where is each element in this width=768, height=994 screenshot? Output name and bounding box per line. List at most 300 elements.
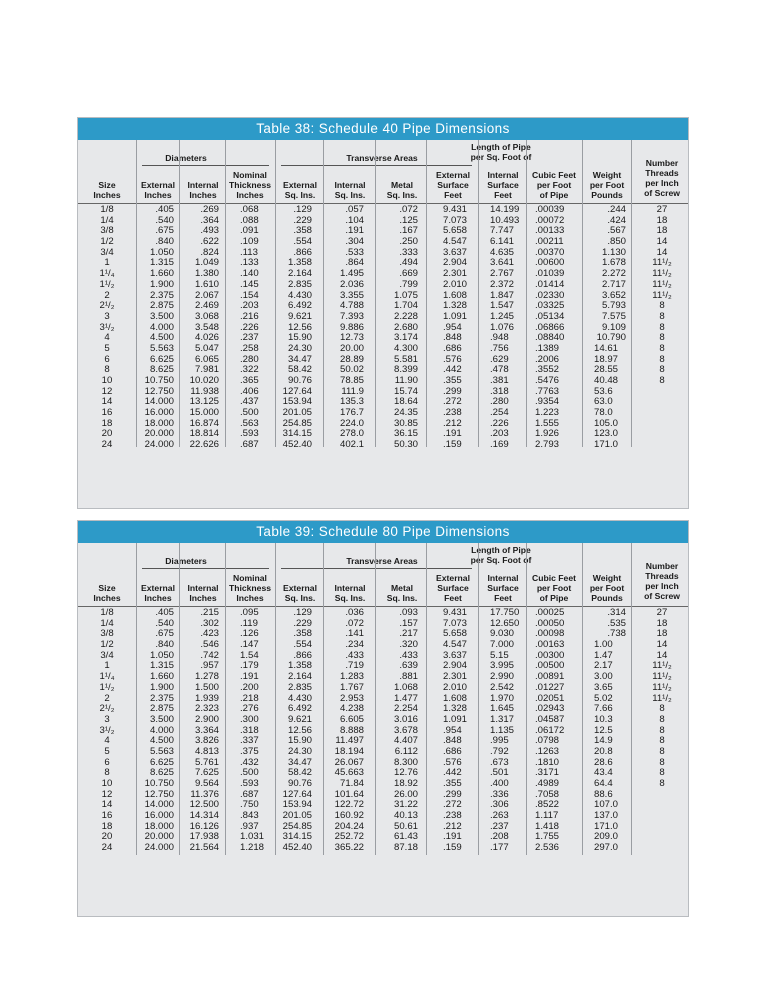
table-cell: 1.47 — [594, 649, 613, 661]
table-cell: .437 — [240, 396, 259, 408]
table-cell: 12 — [101, 385, 113, 397]
table-cell: 1.031 — [240, 831, 265, 843]
table-cell: 18.194 — [334, 745, 364, 757]
header-line: Internal — [187, 583, 219, 593]
table-cell: .159 — [443, 439, 462, 451]
header-line: Size — [98, 180, 116, 190]
table-cell: 1.328 — [443, 300, 468, 312]
table-cell: 15.90 — [287, 332, 312, 344]
table-cell: 2.272 — [601, 268, 626, 280]
table-cell: 18.814 — [189, 428, 219, 440]
table-cell: 9.621 — [287, 310, 312, 322]
table-cell: 5 — [104, 342, 110, 354]
table-cell: .036 — [345, 607, 364, 618]
header-line: Nominal — [233, 170, 267, 180]
table-cell: 3.641 — [490, 257, 515, 269]
table-cell: 1.218 — [240, 842, 265, 854]
table-header — [78, 140, 688, 203]
table-cell: 16 — [101, 407, 113, 419]
table-cell: 1¹/₂ — [99, 681, 115, 693]
table-cell — [594, 323, 618, 334]
table-cell: .237 — [240, 332, 259, 344]
table-cell: .299 — [443, 385, 462, 397]
table-cell: 14 — [101, 396, 113, 408]
table-cell: .191 — [345, 225, 364, 237]
table-cell: 18.92 — [393, 778, 418, 789]
header-line: External — [436, 170, 470, 180]
table-cell: 3.678 — [393, 724, 418, 736]
table-cell: 14 — [656, 246, 668, 258]
header-line: per Foot — [536, 180, 572, 190]
table-cell: 2.793 — [535, 439, 560, 451]
table-cell: 402.1 — [339, 439, 364, 451]
table-cell: 2.990 — [490, 671, 515, 683]
table-cell: 2.469 — [194, 300, 219, 312]
header-group-rule — [142, 165, 269, 166]
table-cell: 135.3 — [339, 396, 364, 408]
header-external — [141, 583, 175, 603]
table-cell: 1.704 — [393, 300, 418, 312]
table-cell: .687 — [240, 788, 259, 800]
table-cell: 1¹/₂ — [99, 278, 115, 290]
table-cell: .500 — [240, 767, 259, 779]
table-cell: 2.254 — [393, 703, 418, 715]
table-cell: 28.55 — [594, 364, 619, 376]
table-cell: 452.40 — [282, 439, 312, 451]
table-cell: 1 — [104, 660, 110, 672]
table-cell: 78.85 — [339, 375, 364, 386]
table-cell: 30.85 — [393, 417, 418, 429]
header-line: Internal — [334, 180, 366, 190]
table-cell: 31.22 — [393, 799, 418, 811]
header-line: Inches — [236, 190, 264, 200]
column-ext_surface — [443, 608, 467, 854]
table-cell: 2.301 — [443, 268, 468, 280]
header-line: Feet — [494, 593, 512, 603]
table-cell: 71.84 — [339, 778, 364, 789]
header-diameters: Diameters — [165, 153, 207, 163]
table-cell: .406 — [240, 385, 259, 397]
header-group-rule — [281, 165, 472, 166]
table-cell: 18 — [656, 214, 668, 226]
table-cell: 18 — [656, 617, 668, 629]
header-line: External — [436, 573, 470, 583]
header-ext_area — [283, 583, 317, 603]
table-cell: 1/2 — [100, 639, 114, 651]
table-cell: 24 — [101, 439, 113, 451]
table-cell: .501 — [490, 767, 509, 779]
table-cell: .799 — [399, 278, 418, 290]
table-38 — [77, 117, 689, 509]
table-cell: 21.564 — [189, 842, 219, 854]
table-header — [78, 543, 688, 606]
table-cell: 1.245 — [490, 310, 515, 322]
table-cell: .375 — [240, 745, 259, 757]
column-external — [145, 205, 174, 451]
table-cell: 40.48 — [594, 375, 619, 386]
table-cell: .269 — [200, 204, 219, 215]
table-cell — [594, 619, 618, 630]
table-cell: 20.000 — [144, 428, 174, 440]
table-cell: .576 — [443, 756, 462, 768]
table-cell: 11¹/₂ — [652, 268, 672, 280]
table-cell: 1.315 — [149, 257, 174, 269]
table-cell: 18 — [656, 628, 668, 640]
table-cell: 122.72 — [334, 799, 364, 811]
table-cell: 4 — [104, 735, 110, 747]
table-cell: 28.89 — [339, 353, 364, 365]
header-int_surface — [487, 573, 519, 603]
table-cell: .217 — [399, 628, 418, 640]
table-cell: .494 — [399, 257, 418, 269]
table-cell: 1.130 — [601, 246, 626, 258]
table-cell: .355 — [443, 778, 462, 789]
table-cell: 14.314 — [189, 810, 219, 822]
header-line: Cubic Feet — [532, 170, 576, 180]
table-cell: .141 — [345, 628, 364, 640]
table-title: Table 38: Schedule 40 Pipe Dimensions — [78, 118, 688, 140]
table-cell: 6.492 — [287, 300, 312, 312]
table-cell — [594, 226, 618, 237]
header-line: Feet — [494, 190, 512, 200]
table-cell: 12 — [101, 788, 113, 800]
table-cell: 53.6 — [594, 385, 613, 397]
header-line: External — [283, 180, 317, 190]
table-cell — [637, 843, 687, 854]
table-cell: .424 — [607, 214, 626, 226]
table-cell: 1.610 — [194, 278, 219, 290]
table-cell: 2.375 — [149, 692, 174, 704]
table-cell: .848 — [443, 735, 462, 747]
table-cell: .554 — [293, 236, 312, 248]
table-cell: 2.164 — [287, 268, 312, 280]
header-size — [93, 180, 120, 200]
table-cell: 9.431 — [443, 607, 468, 618]
header-line: Threads — [645, 168, 679, 178]
header-line: per Inch — [645, 178, 679, 188]
table-cell: 88.6 — [594, 788, 613, 800]
table-cell: 4.300 — [393, 342, 418, 354]
header-line: per Sq. Foot of — [470, 152, 532, 162]
table-cell: 4.238 — [339, 703, 364, 715]
table-cell: .675 — [155, 225, 174, 237]
table-cell: .05134 — [535, 310, 565, 322]
table-cell: 224.0 — [339, 417, 364, 429]
table-cell: 14 — [656, 236, 668, 248]
table-cell: 12.73 — [339, 332, 364, 344]
table-cell: .500 — [240, 407, 259, 419]
table-cell: .1810 — [535, 756, 560, 768]
table-cell: .554 — [293, 639, 312, 651]
table-cell: 10 — [101, 375, 113, 386]
table-cell: .948 — [490, 332, 509, 344]
table-cell: .0798 — [535, 735, 560, 747]
table-cell: 3.068 — [194, 310, 219, 322]
table-cell: 78.0 — [594, 407, 613, 419]
table-cell: 22.626 — [189, 439, 219, 451]
table-cell: 5.761 — [194, 756, 219, 768]
table-cell: .02051 — [535, 692, 565, 704]
table-cell: .02330 — [535, 289, 565, 301]
table-cell: .208 — [490, 831, 509, 843]
table-cell: 1.900 — [149, 278, 174, 290]
table-cell: 16.000 — [144, 810, 174, 822]
table-cell: 15.90 — [287, 735, 312, 747]
table-cell: 36.15 — [393, 428, 418, 440]
table-cell — [637, 790, 687, 801]
table-cell: .954 — [443, 321, 462, 333]
table-cell: .00039 — [535, 204, 565, 215]
table-cell: .203 — [240, 300, 259, 312]
table-cell: 1 — [104, 257, 110, 269]
table-cell: .129 — [293, 607, 312, 618]
table-cell: 45.663 — [334, 767, 364, 779]
table-cell: .675 — [155, 628, 174, 640]
table-cell — [637, 408, 687, 419]
table-cell: 90.76 — [287, 778, 312, 789]
table-cell: 5.581 — [393, 353, 418, 365]
table-cell: .850 — [607, 236, 626, 248]
table-cell: 3.637 — [443, 649, 468, 661]
table-cell: .00072 — [535, 214, 565, 226]
table-cell: .358 — [293, 628, 312, 640]
table-cell: 20.000 — [144, 831, 174, 843]
table-cell: 7.66 — [594, 703, 613, 715]
table-cell — [637, 800, 687, 811]
table-cell: .848 — [443, 332, 462, 344]
table-cell: 16.874 — [189, 417, 219, 429]
table-cell: .057 — [345, 204, 364, 215]
table-cell: 1.660 — [149, 671, 174, 683]
table-cell: 16.126 — [189, 820, 219, 832]
table-cell: .00891 — [535, 671, 565, 683]
table-cell — [594, 280, 618, 291]
table-cell: 16 — [101, 810, 113, 822]
table-cell: 7.000 — [490, 639, 515, 651]
table-cell: 20 — [101, 831, 113, 843]
table-cell: .493 — [200, 225, 219, 237]
table-cell: 14.61 — [594, 342, 619, 354]
header-line: Threads — [645, 571, 679, 581]
table-cell: .272 — [443, 396, 462, 408]
table-cell: 15.000 — [189, 407, 219, 419]
table-cell: .229 — [293, 214, 312, 226]
table-cell — [594, 258, 618, 269]
table-cell: .140 — [240, 268, 259, 280]
table-cell: 14.199 — [490, 204, 520, 215]
header-line: per Foot — [589, 583, 625, 593]
header-line: of Screw — [644, 591, 680, 601]
table-cell: 9.886 — [339, 321, 364, 333]
table-cell — [594, 301, 618, 312]
table-cell: 1.283 — [339, 671, 364, 683]
table-cell: 2.228 — [393, 310, 418, 322]
table-cell: 3.00 — [594, 671, 613, 683]
table-cell: 2.904 — [443, 257, 468, 269]
table-cell: 111.9 — [341, 385, 364, 397]
header-line: External — [283, 583, 317, 593]
table-cell: 50.02 — [339, 364, 364, 376]
header-diameters: Diameters — [165, 556, 207, 566]
table-cell: 3 — [104, 713, 110, 725]
header-line: per Foot — [589, 180, 625, 190]
table-cell: 58.42 — [287, 767, 312, 779]
table-cell: .216 — [240, 310, 259, 322]
table-cell: 8 — [659, 703, 665, 715]
header-line: Surface — [487, 583, 519, 593]
table-cell: 137.0 — [594, 810, 619, 822]
table-cell: .535 — [607, 617, 626, 629]
table-cell: 254.85 — [282, 820, 312, 832]
table-cell: .229 — [293, 617, 312, 629]
header-line: Nominal — [233, 573, 267, 583]
table-cell: .687 — [240, 439, 259, 451]
header-thickness — [229, 573, 271, 603]
table-cell: 8.625 — [149, 767, 174, 779]
table-cell: 171.0 — [594, 820, 619, 832]
column-ext_area — [283, 608, 312, 854]
column-metal — [394, 608, 418, 854]
table-cell: 5.658 — [443, 225, 468, 237]
table-cell — [637, 822, 687, 833]
table-cell: 4.500 — [149, 332, 174, 344]
table-cell: .840 — [155, 639, 174, 651]
table-cell: .318 — [490, 385, 509, 397]
table-cell: .147 — [240, 639, 259, 651]
header-length_group — [471, 545, 532, 565]
table-cell: 34.47 — [287, 756, 312, 768]
column-size — [82, 205, 132, 451]
table-cell: .540 — [155, 617, 174, 629]
table-cell: .238 — [443, 407, 462, 419]
column-cubic — [535, 608, 564, 854]
table-cell: 2 — [104, 289, 110, 301]
table-cell: 1.328 — [443, 703, 468, 715]
table-cell: 1.00 — [594, 639, 613, 651]
table-cell: .072 — [399, 204, 418, 215]
table-cell: 8 — [659, 364, 665, 376]
table-cell: 3/8 — [100, 225, 114, 237]
table-cell: .00050 — [535, 617, 565, 629]
table-cell: 1.091 — [443, 310, 468, 322]
table-cell: 8 — [659, 713, 665, 725]
table-cell: .432 — [240, 756, 259, 768]
table-body — [78, 205, 688, 465]
table-cell: .320 — [399, 639, 418, 651]
table-cell: 27 — [656, 204, 668, 215]
table-cell: .954 — [443, 724, 462, 736]
table-cell: 2.010 — [443, 681, 468, 693]
table-cell: 204.24 — [334, 820, 364, 832]
table-cell: .238 — [443, 810, 462, 822]
column-threads — [637, 205, 687, 451]
table-cell: 254.85 — [282, 417, 312, 429]
table-cell: .669 — [399, 268, 418, 280]
table-cell: 24.000 — [144, 439, 174, 451]
header-line: Number — [645, 561, 679, 571]
table-cell: 4.430 — [287, 289, 312, 301]
table-cell: .405 — [155, 607, 174, 618]
header-line: Cubic Feet — [532, 573, 576, 583]
table-cell: 12.500 — [189, 799, 219, 811]
table-cell: .072 — [345, 617, 364, 629]
table-cell: .04587 — [535, 713, 565, 725]
column-int_area — [335, 608, 364, 854]
table-cell: 1.315 — [149, 660, 174, 672]
table-cell: .358 — [293, 225, 312, 237]
column-cubic — [535, 205, 564, 451]
header-line: External — [141, 583, 175, 593]
table-cell: 127.64 — [282, 385, 312, 397]
table-cell: 9.030 — [490, 628, 515, 640]
table-cell: 1.926 — [535, 428, 560, 440]
table-cell: 2.875 — [149, 703, 174, 715]
header-line: Sq. Ins. — [386, 190, 418, 200]
table-cell: 105.0 — [594, 417, 619, 429]
table-cell: 26.067 — [334, 756, 364, 768]
table-cell: 1.050 — [149, 246, 174, 258]
table-cell: 11¹/₂ — [652, 660, 672, 672]
table-cell: 314.15 — [282, 831, 312, 843]
table-cell: 297.0 — [594, 842, 619, 854]
table-cell: 8.625 — [149, 364, 174, 376]
column-int_surface — [490, 205, 519, 451]
table-cell: .866 — [293, 649, 312, 661]
table-body — [78, 608, 688, 868]
table-cell: 50.61 — [393, 820, 418, 832]
table-cell: 314.15 — [282, 428, 312, 440]
table-cell: 8 — [659, 745, 665, 757]
table-cell: .719 — [345, 660, 364, 672]
table-cell: 6 — [104, 353, 110, 365]
table-cell: 2.372 — [490, 278, 515, 290]
table-cell: .08840 — [535, 332, 565, 344]
table-cell: .533 — [345, 246, 364, 258]
table-cell: 11¹/₂ — [652, 289, 672, 301]
table-cell: 9.564 — [194, 778, 219, 789]
table-cell: 1.767 — [339, 681, 364, 693]
table-cell: 17.938 — [189, 831, 219, 843]
table-cell: 6.065 — [194, 353, 219, 365]
table-cell: .113 — [240, 246, 258, 258]
column-size — [82, 608, 132, 854]
table-cell: .318 — [240, 724, 259, 736]
table-cell: .742 — [200, 649, 219, 661]
table-cell: 6.112 — [394, 745, 418, 757]
header-int_surface — [487, 170, 519, 200]
table-cell: 2.767 — [490, 268, 515, 280]
table-cell: 8 — [659, 321, 665, 333]
table-cell: 5.047 — [194, 342, 219, 354]
table-cell: 1.076 — [490, 321, 515, 333]
table-cell: .365 — [240, 375, 259, 386]
table-cell: .272 — [443, 799, 462, 811]
header-line: per Sq. Foot of — [470, 555, 532, 565]
table-cell: 10.790 — [596, 332, 626, 344]
table-cell: 3.174 — [393, 332, 418, 344]
table-cell: 14.9 — [594, 735, 613, 747]
table-cell: 11.497 — [335, 735, 364, 747]
table-cell: .06172 — [535, 724, 565, 736]
table-cell: 10.750 — [144, 778, 174, 789]
table-cell: 6.605 — [339, 713, 364, 725]
header-line: Feet — [444, 190, 462, 200]
table-cell: 11¹/₂ — [652, 681, 672, 693]
table-cell: .336 — [490, 788, 509, 800]
table-cell: 6.492 — [287, 703, 312, 715]
header-line: Number — [645, 158, 679, 168]
header-line: Weight — [592, 573, 622, 583]
